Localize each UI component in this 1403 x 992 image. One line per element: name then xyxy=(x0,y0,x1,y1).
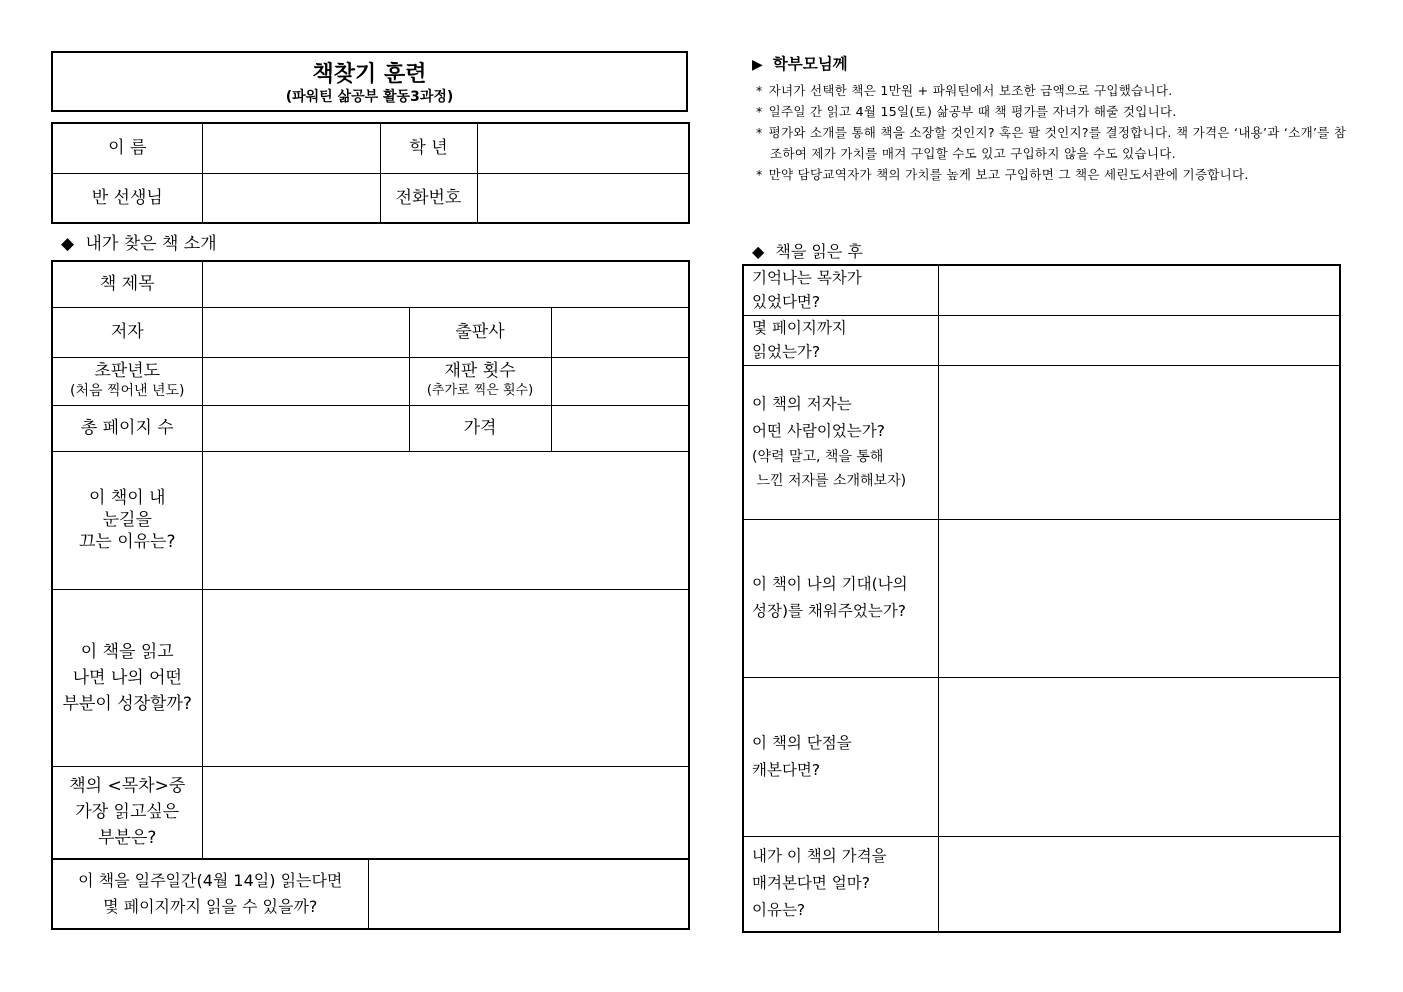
after-q-line: (약력 말고, 책을 통해 xyxy=(752,449,884,465)
after-q-line: 어떤 사람이었는가? xyxy=(752,422,885,440)
after-q-author-field[interactable] xyxy=(938,365,1340,519)
reprint-field[interactable] xyxy=(551,357,689,405)
after-q-line: 이유는? xyxy=(752,901,806,920)
q-week-line: 이 책을 일주일간(4월 14일) 읽는다면 xyxy=(78,871,343,890)
after-q-line: 이 책의 저자는 xyxy=(752,395,852,413)
after-q-price-field[interactable] xyxy=(938,836,1340,932)
after-q-line: 이 책의 단점을 xyxy=(752,733,852,752)
after-q-line: 내가 이 책의 가격을 xyxy=(752,847,887,866)
q-week-label xyxy=(52,859,368,929)
after-q-expect-label xyxy=(743,519,938,677)
after-q-line: 기억나는 목차가 xyxy=(752,269,862,288)
q-toc-label xyxy=(52,766,202,859)
price-field[interactable] xyxy=(551,405,689,451)
after-q-line: 매겨본다면 얼마? xyxy=(752,874,870,893)
after-q-line: 읽었는가? xyxy=(752,343,821,361)
first-edition-main: 초판년도 xyxy=(94,361,161,381)
reprint-label xyxy=(409,357,551,405)
list-item xyxy=(752,122,1352,164)
bullet: * xyxy=(756,125,763,140)
author-field[interactable] xyxy=(202,307,409,357)
after-q-pages-field[interactable] xyxy=(938,315,1340,365)
parents-list xyxy=(752,80,1352,185)
bullet: * xyxy=(756,83,763,98)
bullet: * xyxy=(756,167,763,182)
form-subtitle: (파워틴 삶공부 활동3과정) xyxy=(285,89,454,105)
q-growth-label xyxy=(52,589,202,766)
list-item-text: 평가와 소개를 통해 책을 소장할 것인지? 혹은 팔 것인지?를 결정합니다. 책 가격은 ‘내용’과 ‘소개’를 참조하여 제가 가치를 매겨 구입할 수도 있고 구입하지 않을 수도 있습니다. xyxy=(768,125,1347,161)
parents-heading xyxy=(752,52,1352,74)
student-info-table xyxy=(51,122,690,224)
publisher-field[interactable] xyxy=(551,307,689,357)
reprint-sub: (추가로 찍은 횟수) xyxy=(426,383,534,398)
book-title-label: 책 제목 xyxy=(52,261,202,307)
parents-heading-text: 학부모님께 xyxy=(772,55,848,73)
phone-field[interactable] xyxy=(477,173,689,223)
list-item xyxy=(752,164,1352,185)
q-toc-line: 책의 <목차>중 xyxy=(69,776,186,797)
book-title-field[interactable] xyxy=(202,261,689,307)
after-q-toc-label xyxy=(743,265,938,315)
q-growth-line: 부분이 성장할까? xyxy=(62,693,192,714)
after-q-author-label xyxy=(743,365,938,519)
grade-label: 학 년 xyxy=(380,123,477,173)
form-title: 책찾기 훈련 xyxy=(312,62,427,87)
reprint-main: 재판 횟수 xyxy=(444,361,516,381)
list-item xyxy=(752,101,1352,122)
first-edition-sub: (처음 찍어낸 년도) xyxy=(70,383,185,399)
form-title-box xyxy=(51,51,688,112)
q-eye-label xyxy=(52,451,202,589)
teacher-field[interactable] xyxy=(202,173,380,223)
list-item-text: 자녀가 선택한 책은 1만원 + 파워틴에서 보조한 금액으로 구입했습니다. xyxy=(768,83,1173,98)
diamond-icon: ◆ xyxy=(61,234,75,254)
publisher-label: 출판사 xyxy=(409,307,551,357)
list-item-text: 만약 담당교역자가 책의 가치를 높게 보고 구입하면 그 책은 세린도서관에 기증합니다. xyxy=(768,167,1249,182)
q-toc-line: 가장 읽고싶은 xyxy=(75,802,180,823)
grade-field[interactable] xyxy=(477,123,689,173)
first-edition-field[interactable] xyxy=(202,357,409,405)
after-q-toc-field[interactable] xyxy=(938,265,1340,315)
after-q-price-label xyxy=(743,836,938,932)
q-growth-line: 이 책을 읽고 xyxy=(80,641,174,662)
after-q-line: 성장)를 채워주었는가? xyxy=(752,602,906,620)
list-item-text: 일주일 간 읽고 4월 15일(토) 삶공부 때 책 평가를 자녀가 해줄 것입니다. xyxy=(768,104,1177,119)
q-eye-line: 눈길을 xyxy=(102,510,152,530)
teacher-label: 반 선생님 xyxy=(52,173,202,223)
after-q-weak-field[interactable] xyxy=(938,677,1340,836)
after-reading-table xyxy=(742,264,1341,933)
total-pages-label: 총 페이지 수 xyxy=(52,405,202,451)
after-q-weak-label xyxy=(743,677,938,836)
author-label: 저자 xyxy=(52,307,202,357)
after-reading-heading-text: 책을 읽은 후 xyxy=(775,242,863,261)
triangle-icon: ▶ xyxy=(752,57,763,73)
after-q-line: 있었다면? xyxy=(752,293,821,312)
after-q-pages-label xyxy=(743,315,938,365)
book-intro-heading-text: 내가 찾은 책 소개 xyxy=(85,234,217,254)
after-reading-heading xyxy=(752,239,863,262)
bullet: * xyxy=(756,104,763,119)
q-toc-field[interactable] xyxy=(202,766,689,859)
q-toc-line: 부분은? xyxy=(98,828,157,849)
q-eye-line: 이 책이 내 xyxy=(89,488,166,508)
diamond-icon: ◆ xyxy=(752,242,765,261)
phone-label: 전화번호 xyxy=(380,173,477,223)
after-q-line: 몇 페이지까지 xyxy=(752,319,847,337)
after-q-line: 이 책이 나의 기대(나의 xyxy=(752,575,908,593)
after-q-expect-field[interactable] xyxy=(938,519,1340,677)
book-intro-table xyxy=(51,260,690,930)
q-eye-field[interactable] xyxy=(202,451,689,589)
after-q-line: 느낀 저자를 소개해보자) xyxy=(752,473,907,489)
q-growth-line: 나면 나의 어떤 xyxy=(72,667,182,688)
q-week-field[interactable] xyxy=(368,859,689,929)
q-week-line: 몇 페이지까지 읽을 수 있을까? xyxy=(103,897,318,916)
price-label: 가격 xyxy=(409,405,551,451)
q-growth-field[interactable] xyxy=(202,589,689,766)
after-q-line: 캐본다면? xyxy=(752,760,821,779)
name-field[interactable] xyxy=(202,123,380,173)
book-intro-heading xyxy=(61,229,217,254)
parents-note xyxy=(752,52,1352,185)
q-eye-line: 끄는 이유는? xyxy=(78,532,176,552)
list-item xyxy=(752,80,1352,101)
total-pages-field[interactable] xyxy=(202,405,409,451)
name-label: 이 름 xyxy=(52,123,202,173)
first-edition-label xyxy=(52,357,202,405)
